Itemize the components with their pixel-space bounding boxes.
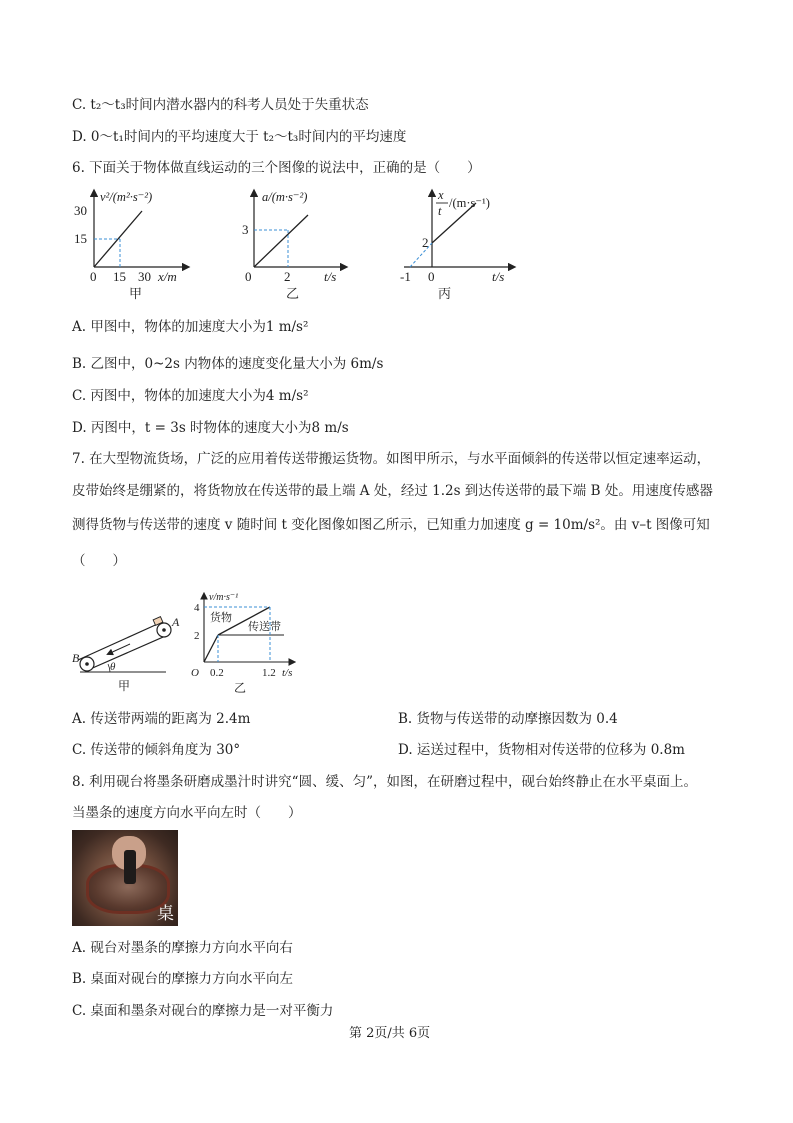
question-7-line-2: 皮带始终是绷紧的，将货物放在传送带的最上端 A 处，经过 1.2s 到达传送带的最下端 B 处。用速度传感器 <box>72 483 713 499</box>
vt-caption: 乙 <box>234 681 247 695</box>
jia-tick-x30: 30 <box>138 269 151 284</box>
bing-ylabel-unit: /(m·s⁻¹) <box>449 196 490 210</box>
q7-option-d: D. 运送过程中，货物相对传送带的位移为 0.8m <box>398 742 685 758</box>
figure-6-yi <box>240 185 360 305</box>
vt-tick-4: 4 <box>194 602 200 614</box>
question-7-line-4: （ ） <box>72 553 126 569</box>
bing-tick-0: 0 <box>428 269 435 284</box>
belt-point-a: A <box>172 615 180 629</box>
jia-ylabel: v²/(m²·s⁻²) <box>100 190 153 204</box>
vt-label-belt: 传送带 <box>248 620 281 633</box>
yi-caption: 乙 <box>286 287 300 302</box>
belt-caption: 甲 <box>118 679 131 693</box>
q8-option-b: B. 桌面对砚台的摩擦力方向水平向左 <box>72 971 294 987</box>
bing-caption: 丙 <box>438 287 452 302</box>
question-7-line-3: 测得货物与传送带的速度 v 随时间 t 变化图像如图乙所示，已知重力加速度 g = 10m/s²。由 v–t 图像可知 <box>72 517 710 533</box>
bing-ylabel-num: x <box>438 188 444 202</box>
jia-tick-0: 0 <box>90 269 97 284</box>
jia-tick-15: 15 <box>74 231 87 246</box>
inkstone-photo <box>72 830 178 926</box>
option-d-prev: D. 0～t₁时间内的平均速度大于 t₂～t₃时间内的平均速度 <box>72 129 407 145</box>
yi-tick-0: 0 <box>245 269 252 284</box>
q6-option-c: C. 丙图中，物体的加速度大小为4 m/s² <box>72 388 309 404</box>
vt-tick-12: 1.2 <box>262 667 276 679</box>
vt-ylabel: v/m·s⁻¹ <box>209 592 239 603</box>
question-7-line-1: 7. 在大型物流货场，广泛的应用着传送带搬运货物。如图甲所示，与水平面倾斜的传送带以恒定速率运动， <box>72 451 711 467</box>
yi-tick-2: 2 <box>284 269 291 284</box>
q6-option-d: D. 丙图中，t = 3s 时物体的速度大小为8 m/s <box>72 420 349 436</box>
photo-label: 桌 <box>157 904 174 924</box>
q7-option-b: B. 货物与传送带的动摩擦因数为 0.4 <box>398 711 618 727</box>
jia-tick-30: 30 <box>74 203 87 218</box>
bing-tick-neg1: -1 <box>400 269 411 284</box>
yi-ylabel: a/(m·s⁻²) <box>262 190 308 204</box>
jia-tick-x15: 15 <box>113 269 126 284</box>
vt-tick-02: 0.2 <box>210 667 224 679</box>
figure-6-bing <box>396 185 526 305</box>
vt-tick-2: 2 <box>194 630 200 642</box>
figure-7-belt <box>70 612 190 696</box>
question-8-line-2: 当墨条的速度方向水平向左时（ ） <box>72 805 302 821</box>
option-c-prev: C. t₂～t₃时间内潜水器内的科考人员处于失重状态 <box>72 97 369 113</box>
jia-caption: 甲 <box>129 287 143 302</box>
q6-option-a: A. 甲图中，物体的加速度大小为1 m/s² <box>72 319 309 335</box>
q7-option-c: C. 传送带的倾斜角度为 30° <box>72 742 241 758</box>
vt-origin: O <box>191 667 199 679</box>
figure-6-jia <box>72 185 202 305</box>
figure-7-vt <box>190 590 300 696</box>
bing-tick-2: 2 <box>422 235 429 250</box>
belt-angle: θ <box>110 661 116 673</box>
question-8-line-1: 8. 利用砚台将墨条研磨成墨汁时讲究“圆、缓、匀”，如图，在研磨过程中，砚台始终静止在水平桌面上。 <box>72 774 697 790</box>
bing-ylabel-den: t <box>438 204 442 218</box>
belt-point-b: B <box>72 651 80 665</box>
page-footer: 第 2页/共 6页 <box>349 1026 431 1041</box>
yi-xlabel: t/s <box>324 269 337 284</box>
question-6-stem: 6. 下面关于物体做直线运动的三个图像的说法中，正确的是（ ） <box>72 160 481 176</box>
q8-option-c: C. 桌面和墨条对砚台的摩擦力是一对平衡力 <box>72 1003 334 1019</box>
vt-xlabel: t/s <box>282 667 293 679</box>
q8-option-a: A. 砚台对墨条的摩擦力方向水平向右 <box>72 940 293 956</box>
vt-label-cargo: 货物 <box>210 611 232 624</box>
q7-option-a: A. 传送带两端的距离为 2.4m <box>72 711 251 727</box>
yi-tick-3: 3 <box>242 222 249 237</box>
ink-stick <box>124 850 136 884</box>
bing-xlabel: t/s <box>492 269 505 284</box>
jia-xlabel: x/m <box>158 269 177 284</box>
q6-option-b: B. 乙图中，0~2s 内物体的速度变化量大小为 6m/s <box>72 356 384 372</box>
